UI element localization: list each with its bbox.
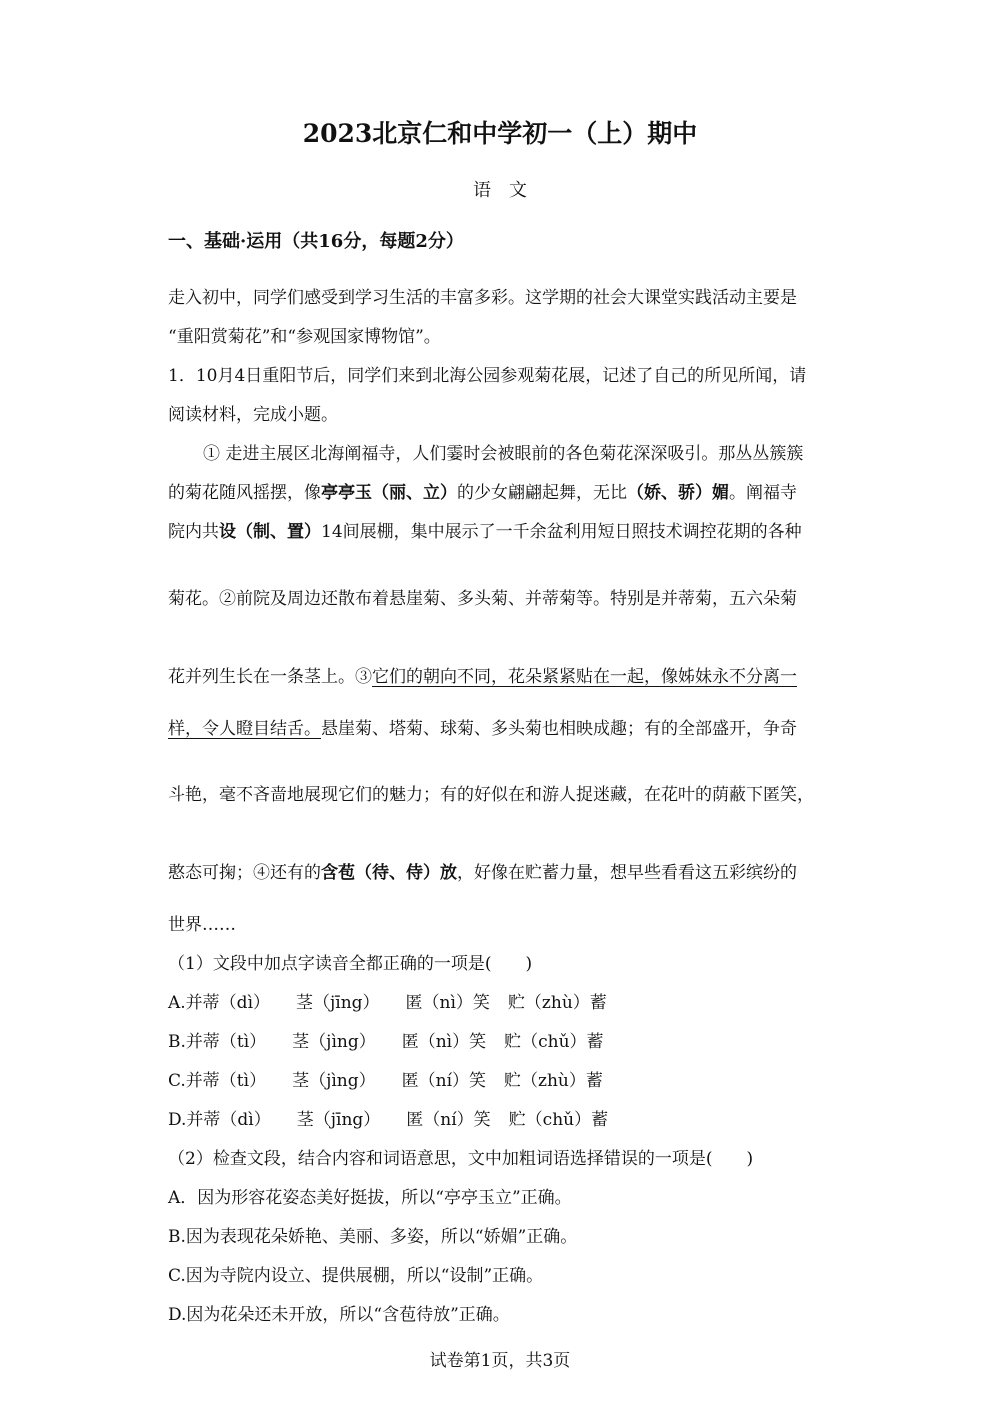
- bold-word-choice: 亭亭玉（丽、立）: [321, 483, 457, 503]
- bold-word-choice: 含苞（待、侍）放: [321, 863, 457, 883]
- page-footer: 试卷第1页，共3页: [429, 1351, 571, 1371]
- option-part: 茎（jīng）: [296, 993, 380, 1013]
- option-part: B.并蒂（tì）: [168, 1032, 267, 1052]
- passage-text: 憨态可掬；④还有的: [168, 863, 321, 883]
- sub2-option-d: D.因为花朵还未开放，所以“含苞待放”正确。: [168, 1305, 510, 1325]
- passage-line-1: [203, 444, 803, 464]
- question-1-line-1: 1．10月4日重阳节后，同学们来到北海公园参观菊花展，记述了自己的所见所闻，请: [168, 366, 807, 386]
- passage-line-5: [168, 667, 797, 687]
- option-part: A.并蒂（dì）: [168, 993, 270, 1013]
- passage-line-2: [168, 483, 797, 503]
- intro-line-1: 走入初中，同学们感受到学习生活的丰富多彩。这学期的社会大课堂实践活动主要是: [168, 288, 797, 308]
- passage-text: ① 走进主展区北海阐福寺，人们霎时会被眼前的各色菊花深深吸引。那丛丛簇簇: [203, 444, 804, 464]
- passage-text: 的少女翩翩起舞，无比: [457, 483, 627, 503]
- option-part: 贮（zhù）蓄: [504, 1071, 603, 1091]
- passage-text: 院内共: [168, 522, 219, 542]
- passage-line-9: [168, 915, 236, 935]
- section-heading: 一、基础·运用（共16分，每题2分）: [168, 231, 464, 252]
- sub1-option-b: [168, 1032, 604, 1052]
- sub2-option-c: C.因为寺院内设立、提供展棚，所以“设制”正确。: [168, 1266, 544, 1286]
- passage-text: ，好像在贮蓄力量，想早些看看这五彩缤纷的: [457, 863, 797, 883]
- passage-text: 悬崖菊、塔菊、球菊、多头菊也相映成趣；有的全部盛开，争奇: [321, 719, 797, 739]
- option-part: 茎（jīng）: [296, 1110, 381, 1130]
- option-part: C.并蒂（tì）: [168, 1071, 267, 1091]
- option-part: 匿（ní）笑: [406, 1110, 491, 1130]
- passage-line-6: [168, 719, 797, 739]
- passage-line-4: [168, 589, 797, 609]
- underlined-sentence: 它们的朝向不同，花朵紧紧贴在一起，像姊妹永不分离一: [372, 667, 797, 687]
- underlined-sentence: 样，令人瞪目结舌。: [168, 719, 321, 739]
- passage-line-3: [168, 522, 802, 542]
- bold-word-choice: （娇、骄）媚: [627, 483, 729, 503]
- passage-line-7: [168, 785, 814, 805]
- passage-text: 斗艳，毫不吝啬地展现它们的魅力；有的好似在和游人捉迷藏，在花叶的荫蔽下匿笑，: [168, 785, 814, 805]
- option-part: 茎（jìng）: [292, 1032, 376, 1052]
- page-title: 2023北京仁和中学初一（上）期中: [302, 119, 698, 148]
- sub-question-2-stem: （2）检查文段，结合内容和词语意思，文中加粗词语选择错误的一项是( ): [168, 1149, 754, 1169]
- passage-text: 。阐福寺: [729, 483, 797, 503]
- option-part: D.并蒂（dì）: [168, 1110, 271, 1130]
- option-part: 茎（jìng）: [292, 1071, 376, 1091]
- passage-text: 的菊花随风摇摆，像: [168, 483, 321, 503]
- passage-text: 世界……: [168, 915, 236, 935]
- intro-line-2: “重阳赏菊花”和“参观国家博物馆”。: [168, 327, 441, 347]
- option-part: 匿（nì）笑: [405, 993, 490, 1013]
- passage-line-8: [168, 863, 797, 883]
- sub2-option-b: B.因为表现花朵娇艳、美丽、多姿，所以“娇媚”正确。: [168, 1227, 578, 1247]
- sub-question-1-stem: （1）文段中加点字读音全都正确的一项是( ): [168, 954, 533, 974]
- option-part: 贮（chǔ）蓄: [508, 1110, 609, 1130]
- sub1-option-d: [168, 1110, 608, 1130]
- option-part: 匿（nì）笑: [401, 1032, 487, 1052]
- sub1-option-a: [168, 993, 607, 1013]
- sub1-option-c: [168, 1071, 603, 1091]
- sub2-option-a: A．因为形容花姿态美好挺拔，所以“亭亭玉立”正确。: [168, 1188, 572, 1208]
- option-part: 贮（zhù）蓄: [507, 993, 607, 1013]
- passage-text: 14间展棚，集中展示了一千余盆利用短日照技术调控花期的各种: [321, 522, 802, 542]
- option-part: 贮（chǔ）蓄: [504, 1032, 604, 1052]
- option-part: 匿（ní）笑: [401, 1071, 487, 1091]
- passage-text: 花并列生长在一条茎上。③: [168, 667, 372, 687]
- bold-word-choice: 设（制、置）: [219, 522, 321, 542]
- question-1-line-2: 阅读材料，完成小题。: [168, 405, 338, 425]
- subject-label: 语 文: [473, 180, 527, 201]
- passage-text: 菊花。②前院及周边还散布着悬崖菊、多头菊、并蒂菊等。特别是并蒂菊，五六朵菊: [168, 589, 797, 609]
